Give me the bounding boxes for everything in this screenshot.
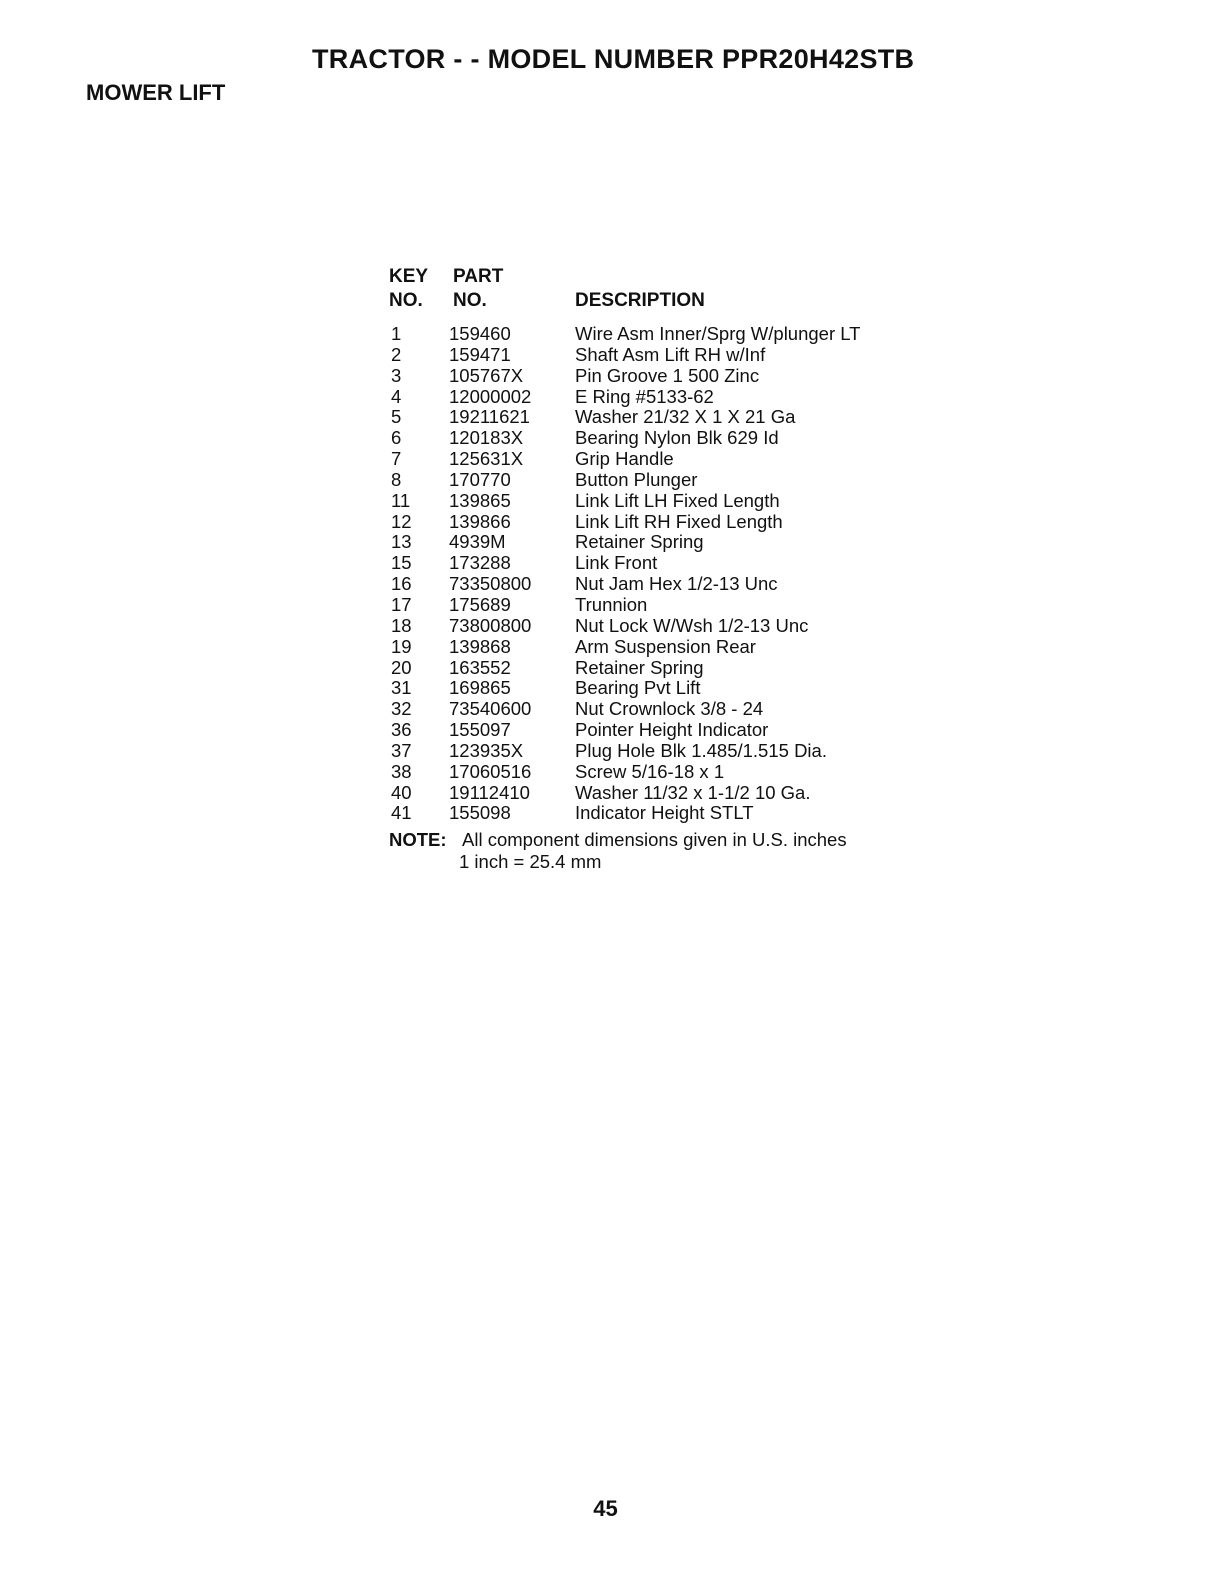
header-part-line2: NO. (453, 290, 487, 311)
part-number-cell: 105767X (449, 364, 524, 386)
part-number-cell: 169865 (449, 677, 511, 699)
header-key-line2: NO. (389, 290, 423, 311)
key-cell: 37 (391, 739, 412, 761)
key-cell: 12 (391, 510, 412, 532)
description-cell: Link Lift LH Fixed Length (575, 489, 780, 511)
key-cell: 20 (391, 656, 412, 678)
parts-table (389, 266, 909, 873)
table-row (389, 699, 909, 720)
parts-table-header (389, 266, 909, 318)
description-cell: Nut Crownlock 3/8 - 24 (575, 698, 764, 720)
header-description: DESCRIPTION (575, 290, 705, 311)
description-cell: Grip Handle (575, 448, 674, 470)
table-row (389, 574, 909, 595)
table-row (389, 407, 909, 428)
key-cell: 36 (391, 719, 412, 741)
key-cell: 1 (391, 323, 402, 344)
table-row (389, 512, 909, 533)
note-text: All component dimensions given in U.S. inches (462, 829, 847, 851)
key-cell: 15 (391, 552, 412, 574)
table-row (389, 366, 909, 387)
key-cell: 5 (391, 406, 402, 428)
part-number-cell: 139866 (449, 510, 511, 532)
table-row (389, 741, 909, 762)
key-cell: 18 (391, 614, 412, 636)
section-title: MOWER LIFT (86, 80, 226, 105)
description-cell: Nut Lock W/Wsh 1/2-13 Unc (575, 614, 809, 636)
table-row (389, 449, 909, 470)
part-number-cell: 175689 (449, 593, 511, 615)
description-cell: Indicator Height STLT (575, 802, 754, 824)
part-number-cell: 17060516 (449, 760, 532, 782)
part-number-cell: 19211621 (449, 406, 530, 428)
part-number-cell: 73540600 (449, 698, 532, 720)
header-part-line1: PART (453, 266, 504, 287)
description-cell: Nut Jam Hex 1/2-13 Unc (575, 573, 778, 595)
description-cell: Screw 5/16-18 x 1 (575, 760, 725, 782)
key-cell: 11 (391, 489, 411, 511)
table-row (389, 532, 909, 553)
dimension-note (389, 829, 909, 873)
part-number-cell: 155098 (449, 802, 511, 824)
key-cell: 4 (391, 385, 402, 407)
description-cell: Trunnion (575, 593, 648, 615)
key-cell: 2 (391, 343, 402, 365)
part-number-cell: 4939M (449, 531, 506, 553)
part-number-cell: 73800800 (449, 614, 532, 636)
part-number-cell: 123935X (449, 739, 524, 761)
description-cell: Retainer Spring (575, 531, 704, 553)
key-cell: 3 (391, 364, 402, 386)
table-row (389, 324, 909, 345)
part-number-cell: 173288 (449, 552, 511, 574)
part-number-cell: 170770 (449, 468, 511, 490)
table-row (389, 762, 909, 783)
table-row (389, 803, 909, 824)
table-row (389, 470, 909, 491)
key-cell: 17 (391, 593, 412, 615)
description-cell: Arm Suspension Rear (575, 635, 756, 657)
parts-table-body (389, 324, 909, 824)
description-cell: E Ring #5133-62 (575, 385, 714, 407)
description-cell: Bearing Pvt Lift (575, 677, 701, 699)
key-cell: 16 (391, 573, 412, 595)
key-cell: 19 (391, 635, 412, 657)
description-cell: Pointer Height Indicator (575, 719, 769, 741)
part-number-cell: 139865 (449, 489, 511, 511)
description-cell: Bearing Nylon Blk 629 Id (575, 427, 779, 449)
part-number-cell: 12000002 (449, 385, 532, 407)
description-cell: Link Lift RH Fixed Length (575, 510, 783, 532)
description-cell: Link Front (575, 552, 658, 574)
description-cell: Button Plunger (575, 468, 698, 490)
part-number-cell: 120183X (449, 427, 524, 449)
table-row (389, 616, 909, 637)
part-number-cell: 159471 (449, 343, 511, 365)
note-conversion: 1 inch = 25.4 mm (459, 851, 602, 873)
table-row (389, 345, 909, 366)
key-cell: 31 (391, 677, 412, 699)
table-row (389, 783, 909, 804)
table-row (389, 387, 909, 408)
table-row (389, 428, 909, 449)
key-cell: 32 (391, 698, 412, 720)
part-number-cell: 163552 (449, 656, 511, 678)
table-row (389, 658, 909, 679)
description-cell: Retainer Spring (575, 656, 704, 678)
table-row (389, 595, 909, 616)
key-cell: 38 (391, 760, 412, 782)
part-number-cell: 159460 (449, 323, 511, 344)
part-number-cell: 19112410 (449, 781, 530, 803)
description-cell: Shaft Asm Lift RH w/Inf (575, 343, 766, 365)
page-number: 45 (593, 1496, 618, 1521)
description-cell: Plug Hole Blk 1.485/1.515 Dia. (575, 739, 827, 761)
key-cell: 7 (391, 448, 402, 470)
page-title: TRACTOR - - MODEL NUMBER PPR20H42STB (312, 44, 915, 74)
description-cell: Washer 11/32 x 1-1/2 10 Ga. (575, 781, 811, 803)
key-cell: 41 (391, 802, 412, 824)
key-cell: 13 (391, 531, 412, 553)
description-cell: Wire Asm Inner/Sprg W/plunger LT (575, 323, 861, 344)
header-key-line1: KEY (389, 266, 429, 287)
key-cell: 8 (391, 468, 402, 490)
part-number-cell: 125631X (449, 448, 524, 470)
table-row (389, 491, 909, 512)
description-cell: Washer 21/32 X 1 X 21 Ga (575, 406, 796, 428)
key-cell: 40 (391, 781, 412, 803)
table-row (389, 553, 909, 574)
key-cell: 6 (391, 427, 402, 449)
part-number-cell: 139868 (449, 635, 511, 657)
note-label: NOTE: (389, 829, 447, 851)
description-cell: Pin Groove 1 500 Zinc (575, 364, 760, 386)
table-row (389, 637, 909, 658)
part-number-cell: 155097 (449, 719, 511, 741)
table-row (389, 678, 909, 699)
part-number-cell: 73350800 (449, 573, 532, 595)
table-row (389, 720, 909, 741)
